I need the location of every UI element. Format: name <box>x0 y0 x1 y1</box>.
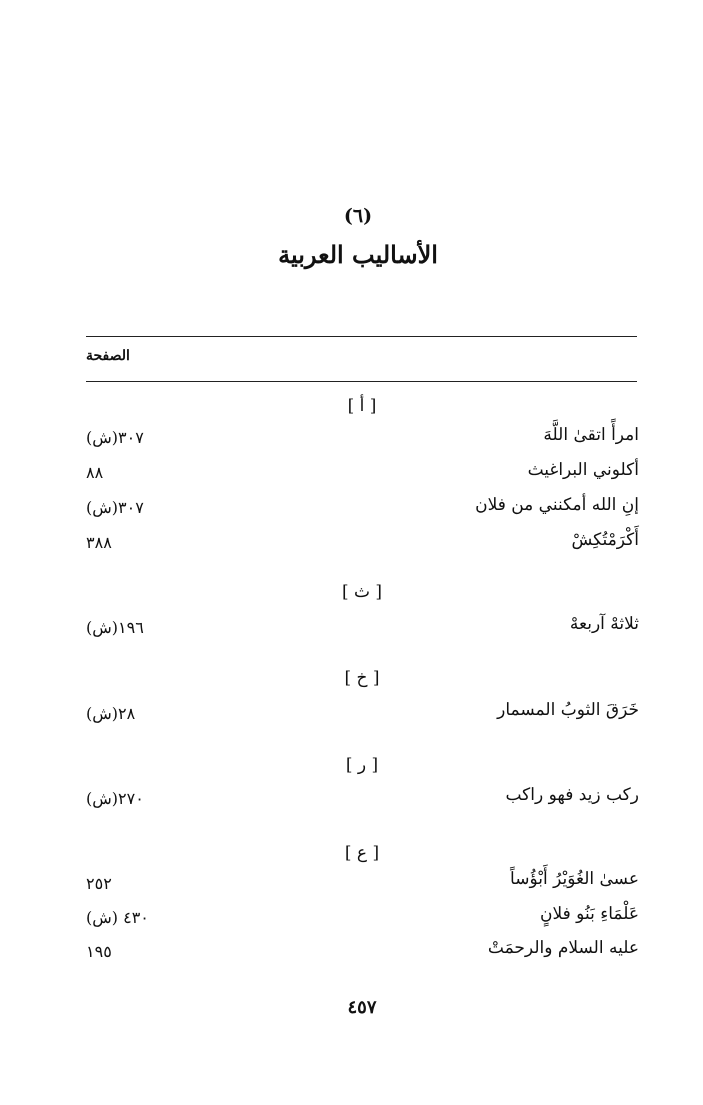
entry-page: ٣٨٨ <box>86 533 112 552</box>
entry-page: ٢٨(ش) <box>86 704 136 723</box>
entry-page: ٤٣٠ (ش) <box>86 908 149 927</box>
index-entry: ثلاثهْ آربعهْ <box>569 614 639 634</box>
entry-page: ١٩٦(ش) <box>86 618 144 637</box>
entry-page: ٣٠٧(ش) <box>86 428 144 447</box>
section-letter-ra: [ ر ] <box>345 755 379 775</box>
entry-page: ١٩٥ <box>86 942 112 961</box>
index-entry: عسىٰ الغُوَيْرُ أَبْؤُساً <box>510 869 639 889</box>
section-letter-ayn: [ ع ] <box>344 843 380 863</box>
chapter-number: (٦) <box>343 205 373 227</box>
entry-page: ٨٨ <box>86 463 104 482</box>
index-entry: أكلوني البراغيث <box>527 460 639 480</box>
section-letter-alif: [ أ ] <box>347 396 377 416</box>
index-entry: خَرَقَ الثوبُ المسمار <box>497 700 639 720</box>
entry-page: ٢٥٢ <box>86 874 112 893</box>
index-entry: عليه السلام والرحمَتْ <box>487 938 639 958</box>
entry-page: ٢٧٠(ش) <box>86 789 144 808</box>
chapter-title: الأساليب العربية <box>278 240 438 269</box>
page-column-header: الصفحة <box>86 348 130 364</box>
index-entry: إنِ الله أمكنني من فلان <box>475 495 639 515</box>
index-entry: أَكْرَمْتُكِشْ <box>571 530 639 550</box>
section-letter-tha: [ ث ] <box>341 582 383 602</box>
top-rule <box>86 336 637 337</box>
section-letter-kha: [ خ ] <box>344 668 380 688</box>
index-entry: امرأً اتقىٰ اللَّهَ <box>543 425 639 445</box>
page-number: ٤٥٧ <box>347 997 377 1018</box>
index-entry: ركب زيد فهو راكب <box>505 785 639 805</box>
entry-page: ٣٠٧(ش) <box>86 498 144 517</box>
index-entry: عَلْمَاءِ بَنُو فلانٍ <box>540 904 639 924</box>
bottom-rule <box>86 381 637 382</box>
